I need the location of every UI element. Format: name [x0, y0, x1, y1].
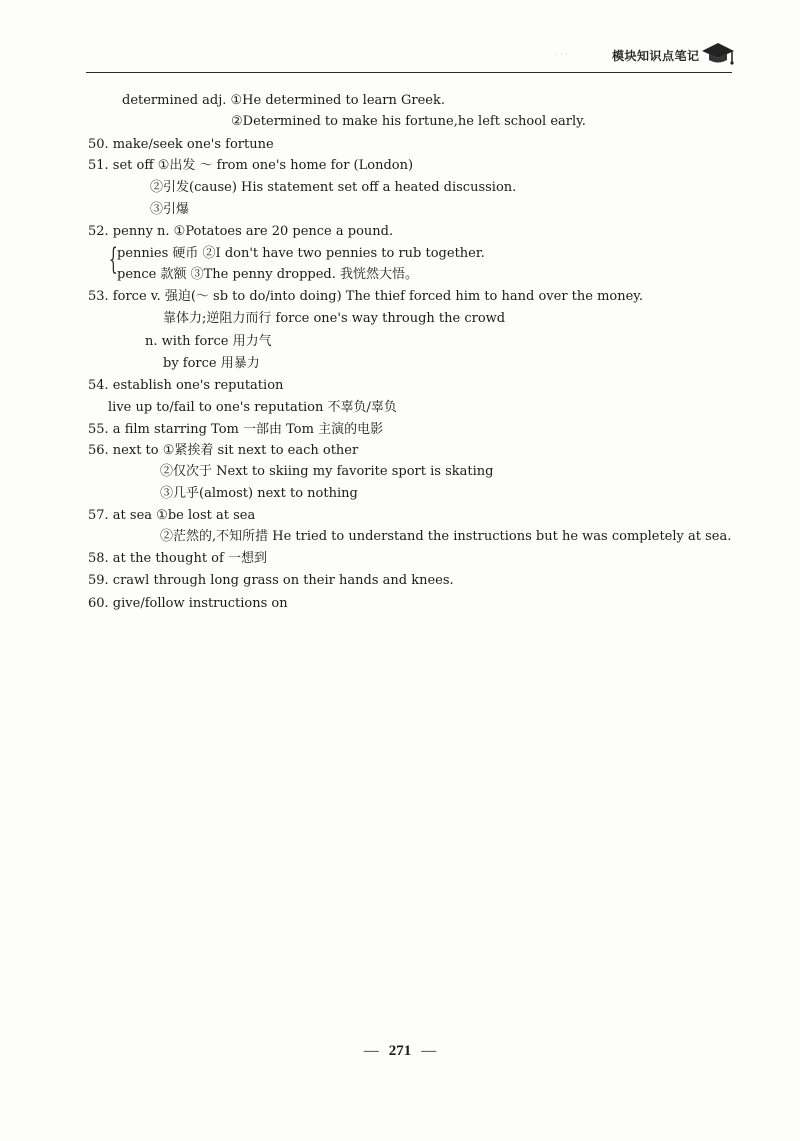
entry-line: by force 用暴力: [163, 356, 260, 371]
graduation-cap-icon: [700, 38, 736, 68]
entry-line: ③引爆: [150, 202, 190, 217]
entry-line: pence 款额 ③The penny dropped. 我恍然大悟。: [117, 267, 419, 282]
entry-line: 51. set off ①出发 ～ from one's home for (London): [88, 158, 414, 173]
dash-right: —: [421, 1043, 437, 1059]
entry-line: 55. a film starring Tom 一部由 Tom 主演的电影: [88, 422, 384, 437]
entry-line: 60. give/follow instructions on: [88, 596, 288, 611]
entry-line: determined adj. ①He determined to learn Greek.: [122, 93, 445, 108]
entry-line: 靠体力;逆阻力而行 force one's way through the crowd: [163, 311, 506, 326]
header-rule: [86, 72, 732, 73]
entry-line: ②Determined to make his fortune,he left school early.: [231, 114, 586, 129]
entry-line: 54. establish one's reputation: [88, 378, 284, 393]
entry-line: ③几乎(almost) next to nothing: [160, 486, 358, 501]
brace-symbol: {: [109, 242, 118, 277]
entry-line: 52. penny n. ①Potatoes are 20 pence a pound.: [88, 224, 394, 239]
page-number: [0, 1043, 800, 1060]
page-number-value: 271: [388, 1043, 412, 1059]
entry-line: 59. crawl through long grass on their hands and knees.: [88, 573, 454, 588]
entry-line: pennies 硬币 ②I don't have two pennies to rub together.: [117, 246, 485, 261]
entry-line: ②引发(cause) His statement set off a heated discussion.: [150, 180, 517, 195]
entry-line: 50. make/seek one's fortune: [88, 137, 274, 152]
entry-line: ②茫然的,不知所措 He tried to understand the instructions but he was completely at sea.: [160, 529, 732, 544]
dash-left: —: [363, 1043, 379, 1059]
faint-header-mark: · · ·: [555, 50, 568, 59]
entry-line: n. with force 用力气: [145, 334, 272, 349]
entry-line: 53. force v. 强迫(～ sb to do/into doing) The thief forced him to hand over the money.: [88, 289, 644, 304]
entry-line: ②仅次于 Next to skiing my favorite sport is skating: [160, 464, 494, 479]
entry-line: live up to/fail to one's reputation 不辜负/辜负: [108, 400, 397, 415]
entry-line: 57. at sea ①be lost at sea: [88, 508, 256, 523]
entry-line: 58. at the thought of 一想到: [88, 551, 267, 566]
header-title: 模块知识点笔记: [612, 49, 700, 63]
entry-line: 56. next to ①紧挨着 sit next to each other: [88, 443, 359, 458]
